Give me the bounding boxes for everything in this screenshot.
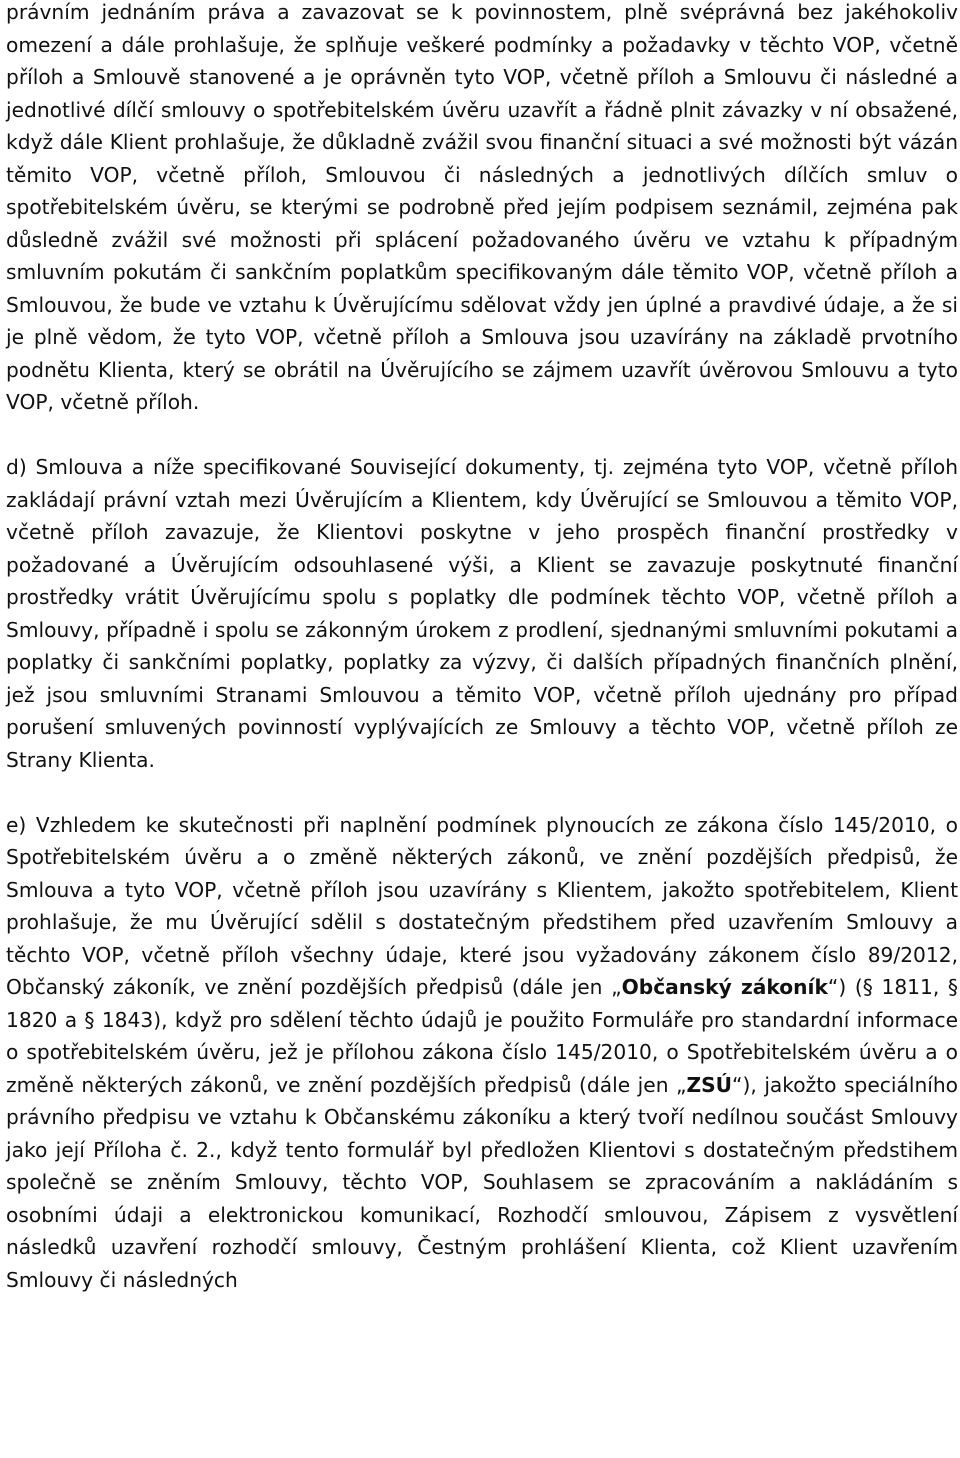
paragraph-spacer: [6, 776, 958, 809]
paragraph-d: d) Smlouva a níže specifikované Související dokumenty, tj. zejména tyto VOP, včetně příloh zakládají právní vztah mezi Úvěrujícím a Klientem, kdy Úvěrující se Smlouvou a těmito VOP, včetně příloh zavazuje, že Klientovi poskytne v jeho prospěch finanční prostředky v požadované a Úvěrujícím odsouhlasené výši, a Klient se zavazuje poskytnuté finanční prostředky vrátit Úvěrujícímu spolu s poplatky dle podmínek těchto VOP, včetně příloh a Smlouvy, případně i spolu se zákonným úrokem z prodlení, sjednanými smluvními pokutami a poplatky či sankčními poplatky, poplatky za výzvy, či dalších případných finančních plnění, jež jsou smluvními Stranami Smlouvou a těmito VOP, včetně příloh ujednány pro případ porušení smluvených povinností vyplývajících ze Smlouvy a těchto VOP, včetně příloh ze Strany Klienta.: [6, 455, 958, 772]
paragraph-e-text-3: “), jakožto speciálního právního předpisu ve vztahu k Občanskému zákoníku a který tvoří nedílnou součást Smlouvy jako její Příloha č. 2., když tento formulář byl předložen Klientovi s dostatečným předstihem společně se zněním Smlouvy, těchto VOP, Souhlasem se zpracováním a nakládáním s osobními údaji a elektronickou komunikací, Rozhodčí smlouvou, Zápisem z vysvětlení následků uzavření rozhodčí smlouvy, Čestným prohlášení Klienta, což Klient uzavřením Smlouvy či následných: [6, 1072, 958, 1292]
paragraph-continuation: právním jednáním práva a zavazovat se k povinnostem, plně svéprávná bez jakéhokoliv omezení a dále prohlašuje, že splňuje veškeré podmínky a požadavky v těchto VOP, včetně příloh a Smlouvě stanovené a je oprávněn tyto VOP, včetně příloh a Smlouvu či následné a jednotlivé dílčí smlouvy o spotřebitelském úvěru uzavřít a řádně plnit závazky v ní obsažené, když dále Klient prohlašuje, že důkladně zvážil svou finanční situaci a své možnosti být vázán těmito VOP, včetně příloh, Smlouvou či následných a jednotlivých dílčích smluv o spotřebitelském úvěru, se kterými se podrobně před jejím podpisem seznámil, zejména pak důsledně zvážil své možnosti při splácení požadovaného úvěru ve vztahu k případným smluvním pokutám či sankčním poplatkům specifikovaným dále těmito VOP, včetně příloh a Smlouvou, že bude ve vztahu k Úvěrujícímu sdělovat vždy jen úplné a pravdivé údaje, a že si je plně vědom, že tyto VOP, včetně příloh a Smlouva jsou uzavírány na základě prvotního podnětu Klienta, který se obrátil na Úvěrujícího se zájmem uzavřít úvěrovou Smlouvu a tyto VOP, včetně příloh.: [6, 0, 958, 414]
document-page: [6, 0, 958, 1296]
term-obcansky-zakonik: Občanský zákoník: [621, 975, 828, 999]
paragraph-e-text-1: e) Vzhledem ke skutečnosti při naplnění podmínek plynoucích ze zákona číslo 145/2010, o Spotřebitelském úvěru a o změně některých zákonů, ve znění pozdějších předpisů, že Smlouva a tyto VOP, včetně příloh jsou uzavírány s Klientem, jakožto spotřebitelem, Klient prohlašuje, že mu Úvěrující sdělil s dostatečným předstihem před uzavřením Smlouvy a těchto VOP, včetně příloh všechny údaje, které jsou vyžadovány zákonem číslo 89/2012, Občanský zákoník, ve znění pozdějších předpisů (dále jen „: [6, 812, 958, 999]
paragraph-e: [6, 809, 958, 1297]
paragraph-e-text-2: “) (§ 1811, § 1820 a § 1843), když pro sdělení těchto údajů je použito Formuláře pro standardní informace o spotřebitelském úvěru, jež je přílohou zákona číslo 145/2010, o Spotřebitelském úvěru a o změně některých zákonů, ve znění pozdějších předpisů (dále jen „: [6, 975, 959, 1097]
paragraph-spacer: [6, 419, 958, 452]
term-zsu: ZSÚ: [686, 1072, 733, 1097]
